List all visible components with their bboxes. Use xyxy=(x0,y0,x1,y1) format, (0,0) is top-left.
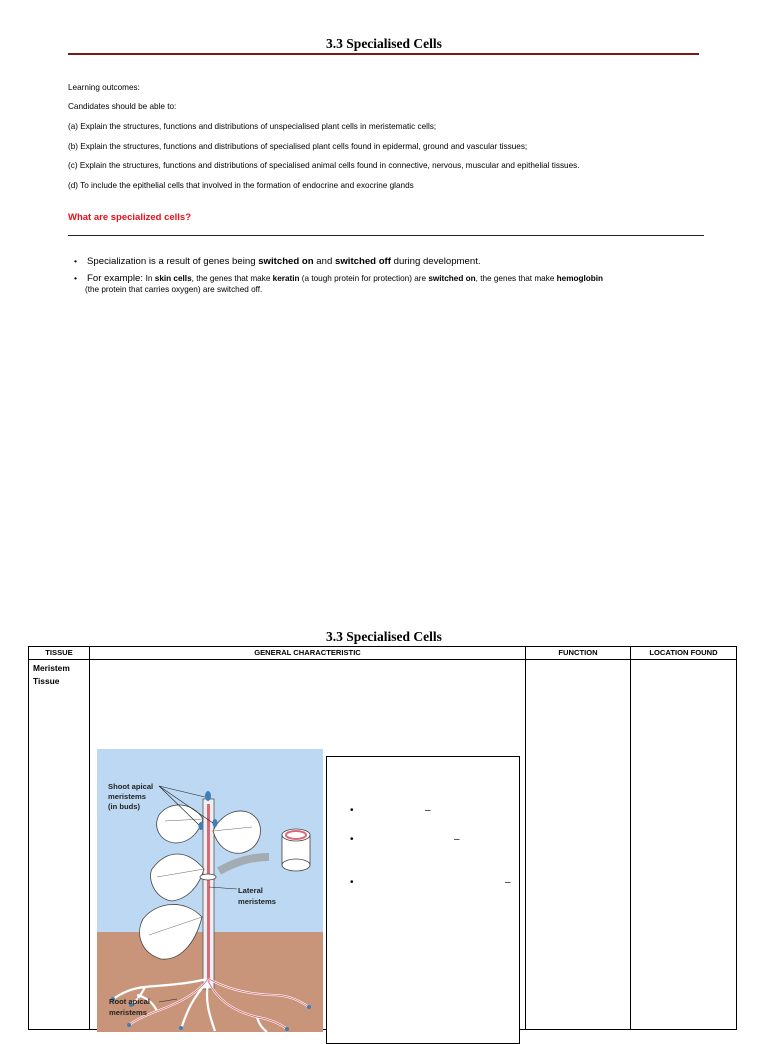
bullet-text: during development. xyxy=(390,256,481,267)
page-title: 3.3 Specialised Cells xyxy=(326,629,442,644)
label-root-2: meristems xyxy=(109,1008,147,1017)
bullet-text: and xyxy=(313,256,335,267)
note-bullet-1: • xyxy=(350,805,354,816)
bullet-item xyxy=(74,256,714,267)
bullet-item xyxy=(74,273,714,295)
learning-outcome-d: (d) To include the epithelial cells that involved in the formation of endocrine and exocrine glands xyxy=(68,181,414,190)
learning-outcomes-intro: Candidates should be able to: xyxy=(68,102,177,111)
header-function: FUNCTION xyxy=(526,647,631,660)
label-shoot-3: (in buds) xyxy=(108,802,141,811)
meristem-diagram xyxy=(97,749,323,1032)
stem-meristem xyxy=(207,804,210,984)
answer-line xyxy=(68,235,704,236)
bullet-dot: • xyxy=(74,273,78,283)
label-root-1: Root apical xyxy=(109,997,150,1006)
learning-outcomes-heading: Learning outcomes: xyxy=(68,83,140,92)
label-shoot-2: meristems xyxy=(108,792,146,801)
bullet-bold: switched off xyxy=(334,256,391,267)
bullet-bold: hemoglobin xyxy=(556,274,604,283)
learning-outcome-a: (a) Explain the structures, functions and distributions of unspecialised plant cells in meristematic cells; xyxy=(68,122,437,131)
bullet-text: In xyxy=(145,274,155,283)
bullet-text: , the genes that make xyxy=(191,274,273,283)
bullet-dot: • xyxy=(74,256,78,266)
note-bullet-2: • xyxy=(350,834,354,845)
bullet-list xyxy=(74,256,714,301)
tissue-cell: Meristem Tissue xyxy=(29,660,90,1030)
tissue-table xyxy=(28,646,737,1030)
bullet-text: , the genes that make xyxy=(475,274,557,283)
label-lateral-1: Lateral xyxy=(238,886,263,895)
function-cell[interactable] xyxy=(526,660,631,1030)
note-dash-3: – xyxy=(505,877,511,888)
learning-outcome-c: (c) Explain the structures, functions and distributions of specialised animal cells found in connective, nervous, muscular and epithelial tissues. xyxy=(68,161,580,170)
location-cell[interactable] xyxy=(631,660,737,1030)
note-bullet-3: • xyxy=(350,877,354,888)
bullet-bold: switched on xyxy=(428,274,476,283)
table-header-row xyxy=(29,647,737,660)
header-tissue: TISSUE xyxy=(29,647,90,660)
characteristic-cell[interactable] xyxy=(90,660,526,1030)
notes-box xyxy=(326,756,520,1044)
label-lateral-2: meristems xyxy=(238,897,276,906)
bullet-text: Specialization is a result of genes being xyxy=(87,256,259,267)
table-row xyxy=(29,660,737,1030)
cylinder-section xyxy=(282,829,310,871)
learning-outcome-b: (b) Explain the structures, functions and distributions of specialised plant cells found in epidermal, ground and vascular tissues; xyxy=(68,142,528,151)
page-title: 3.3 Specialised Cells xyxy=(326,36,442,51)
note-dash-2: – xyxy=(454,834,460,845)
bullet-bold: switched on xyxy=(258,256,314,267)
header-general-characteristic: GENERAL CHARACTERISTIC xyxy=(90,647,526,660)
bullet-bold: skin cells xyxy=(154,274,192,283)
bullet-text: For example: xyxy=(87,273,146,284)
question-heading: What are specialized cells? xyxy=(68,212,192,223)
bullet-text: (the protein that carries oxygen) are switched off. xyxy=(85,285,263,294)
title-underline xyxy=(68,53,699,55)
bullet-text: (a tough protein for protection) are xyxy=(299,274,429,283)
label-shoot-1: Shoot apical xyxy=(108,782,154,791)
note-dash-1: – xyxy=(425,805,431,816)
bullet-bold: keratin xyxy=(272,274,300,283)
stem-ring xyxy=(200,874,216,880)
header-location-found: LOCATION FOUND xyxy=(631,647,737,660)
